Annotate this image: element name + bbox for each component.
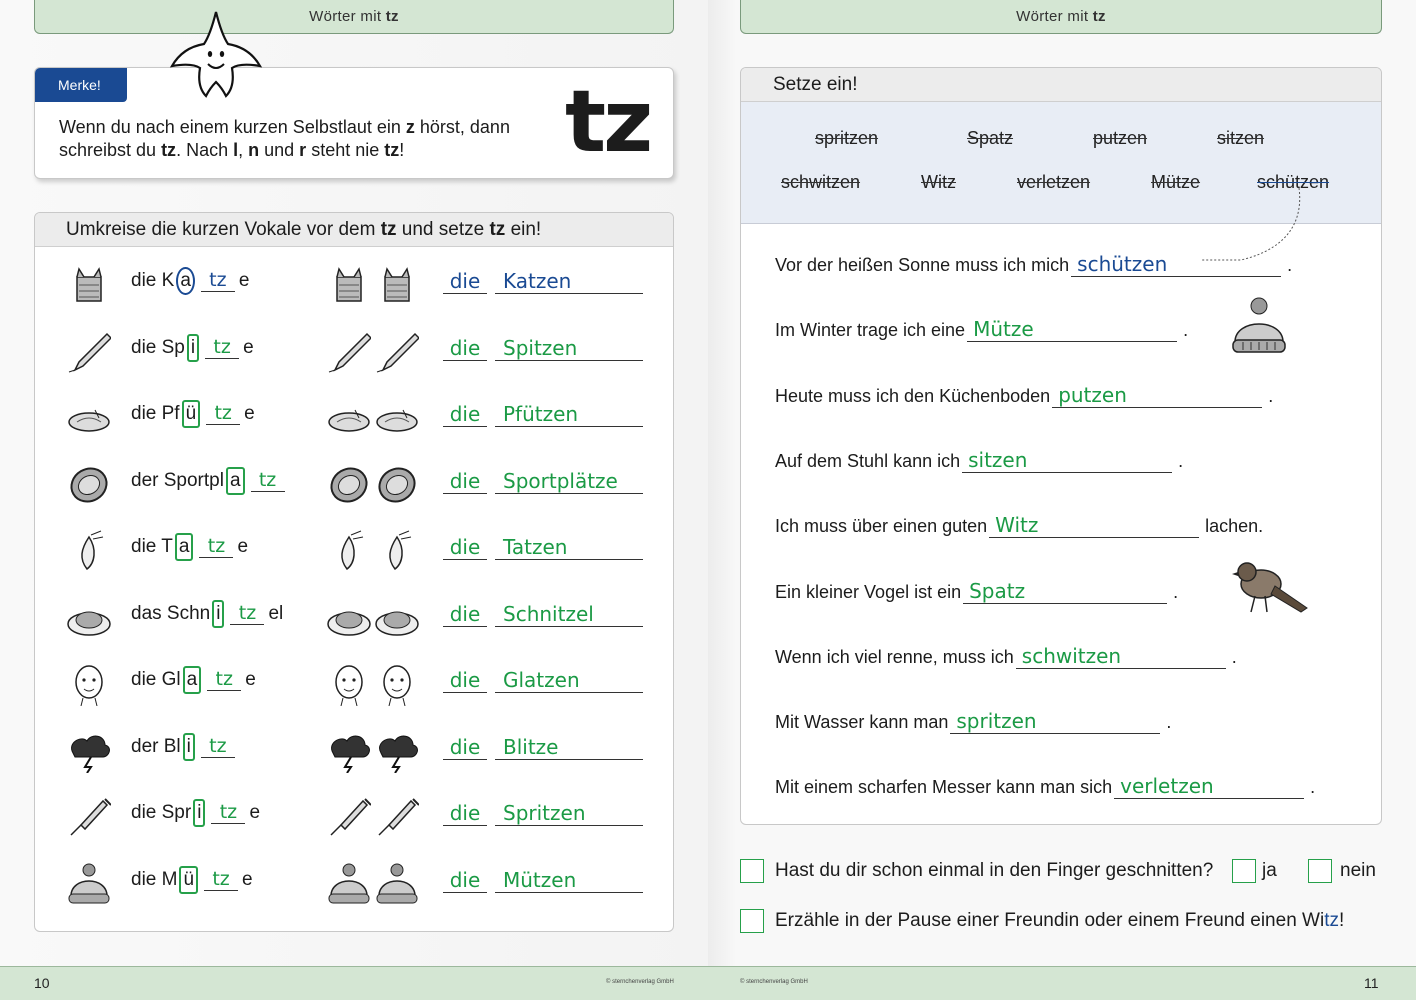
word-suffix: e: [245, 669, 256, 690]
merke-text-part: steht nie: [306, 140, 385, 160]
word-prefix: die Pf: [131, 403, 180, 424]
word-prefix: die K: [131, 270, 175, 291]
sentence-end: .: [1231, 646, 1237, 667]
word-prefix: die T: [131, 536, 173, 557]
sentence-text: Heute muss ich den Küchenboden: [775, 385, 1051, 406]
word-suffix: e: [249, 802, 261, 823]
word-suffix: el: [268, 602, 284, 624]
question2-highlight: tz: [1324, 910, 1339, 931]
pen-nib-icon: [375, 330, 419, 374]
chapter-title-bold: tz: [1092, 8, 1106, 25]
exercise-panel-left: [34, 212, 674, 932]
word-singular: [131, 533, 248, 561]
sentence-end: .: [1268, 385, 1274, 406]
merke-big-letters: tz: [565, 72, 651, 172]
word-bank-item: schwitzen: [781, 172, 861, 192]
merke-box: [34, 67, 674, 179]
plural-blank[interactable]: Glatzen: [495, 668, 643, 693]
merke-text-part: . Nach: [176, 140, 234, 160]
tz-blank[interactable]: tz: [206, 402, 240, 425]
chapter-title-bold: tz: [385, 8, 399, 25]
exercise-row: [35, 320, 674, 386]
chapter-header-right: [740, 0, 1382, 34]
merke-text-part: ,: [238, 140, 249, 160]
word-singular: [131, 267, 249, 295]
exercise-title: Setze ein!: [741, 68, 1381, 102]
plural-blank[interactable]: Schnitzel: [495, 602, 643, 627]
publisher-note: © sternchenverlag GmbH: [740, 979, 808, 985]
word-singular: [131, 400, 255, 428]
instruction-bold: tz: [489, 219, 506, 240]
word-suffix: e: [244, 403, 255, 424]
plural-blank[interactable]: Blitze: [495, 735, 643, 760]
question2-checkbox[interactable]: [740, 909, 764, 933]
paw-icon: [375, 529, 419, 573]
instruction-part: ein!: [505, 219, 542, 240]
tz-blank[interactable]: tz: [201, 269, 235, 292]
vowel-box[interactable]: a: [176, 267, 195, 295]
yes-checkbox[interactable]: [1232, 859, 1256, 883]
merke-text-part: und: [259, 140, 300, 160]
exercise-row: [35, 652, 674, 718]
vowel-box[interactable]: i: [183, 733, 195, 761]
schnitzel-icon: [67, 596, 111, 640]
exercise-row: [35, 386, 674, 452]
merke-text-part: !: [399, 140, 405, 160]
article-blank[interactable]: die: [443, 469, 487, 494]
no-label: nein: [1340, 860, 1376, 881]
tz-blank[interactable]: tz: [207, 668, 241, 691]
tz-blank[interactable]: tz: [205, 336, 239, 359]
answer-blank[interactable]: spritzen: [950, 709, 1160, 734]
sentence: [775, 709, 1171, 734]
word-suffix: e: [243, 336, 254, 358]
answer-blank[interactable]: schwitzen: [1016, 644, 1226, 669]
article-blank[interactable]: die: [443, 801, 487, 826]
lightning-cloud-icon: [327, 729, 371, 773]
plural-blank[interactable]: Katzen: [495, 269, 643, 294]
exercise-panel-right: [740, 67, 1382, 825]
exercise-row: [35, 852, 674, 918]
merke-text: [59, 116, 559, 162]
instruction-part: und setze: [396, 219, 490, 240]
cat-icon: [67, 263, 111, 307]
plural-blank[interactable]: Spitzen: [495, 336, 643, 361]
word-singular: [131, 799, 260, 827]
answer-blank[interactable]: putzen: [1052, 383, 1262, 408]
sentence-text: Ein kleiner Vogel ist ein: [775, 581, 962, 602]
word-bank-item: schützen: [1257, 172, 1330, 192]
word-suffix: e: [242, 868, 253, 890]
answer-blank[interactable]: Mütze: [967, 317, 1177, 342]
sentence: [775, 579, 1178, 604]
exercise-instruction: [35, 213, 673, 247]
publisher-note: © sternchenverlag GmbH: [606, 979, 674, 985]
plural-blank[interactable]: Pfützen: [495, 402, 643, 427]
answer-blank[interactable]: verletzen: [1114, 774, 1304, 799]
merke-text-bold: l: [233, 140, 239, 160]
word-suffix: e: [238, 270, 250, 291]
puddle-icon: [327, 396, 371, 440]
lightning-cloud-icon: [67, 729, 111, 773]
article-blank[interactable]: die: [443, 868, 487, 893]
word-bank-item: spritzen: [815, 128, 879, 148]
sentence-end: .: [1178, 450, 1184, 471]
word-singular: [131, 733, 239, 761]
word-prefix: die Sp: [131, 336, 185, 358]
sentence: [775, 644, 1237, 669]
schnitzel-icon: [327, 596, 371, 640]
merke-text-bold: tz: [161, 140, 177, 160]
stadium-icon: [67, 463, 111, 507]
yes-label: ja: [1262, 860, 1277, 881]
word-bank-item: verletzen: [1017, 172, 1091, 192]
merke-text-bold: z: [405, 117, 415, 137]
word-prefix: die Spr: [131, 802, 192, 823]
vowel-box[interactable]: i: [193, 799, 205, 827]
sentence-end: .: [1166, 712, 1172, 733]
sentence-text: Auf dem Stuhl kann ich: [775, 450, 961, 471]
tz-blank[interactable]: tz: [204, 868, 238, 891]
vowel-box[interactable]: ü: [179, 866, 198, 894]
plural-blank[interactable]: Mützen: [495, 868, 643, 893]
merke-text-part: hörst, dann schreibst du: [59, 117, 510, 160]
word-bank-item: Mütze: [1151, 172, 1201, 192]
beanie-icon: [375, 862, 419, 906]
chapter-title: Wörter mit: [1016, 8, 1093, 25]
sentence-text: Mit einem scharfen Messer kann man sich: [775, 777, 1113, 798]
page-number: 11: [1364, 975, 1379, 991]
question1-checkbox[interactable]: [740, 859, 764, 883]
word-singular: [131, 467, 289, 495]
exercise-row: [35, 719, 674, 785]
tz-blank[interactable]: tz: [199, 535, 233, 558]
no-checkbox[interactable]: [1308, 859, 1332, 883]
sentence: [775, 448, 1183, 473]
sentence: [775, 317, 1188, 342]
instruction-bold: tz: [380, 219, 397, 240]
instruction-part: Umkreise die kurzen Vokale vor dem: [66, 219, 381, 240]
puddle-icon: [375, 396, 419, 440]
chapter-title: Wörter mit: [309, 8, 386, 25]
vowel-box[interactable]: i: [187, 334, 199, 362]
cat-icon: [375, 263, 419, 307]
exercise-row: [35, 785, 674, 851]
puddle-icon: [67, 396, 111, 440]
word-prefix: der Sportpl: [131, 469, 224, 491]
merke-text-part: Wenn du nach einem kurzen Selbstlaut ein: [59, 117, 406, 137]
sentence-end: .: [1183, 320, 1189, 341]
word-prefix: das Schn: [131, 602, 211, 624]
article-blank[interactable]: die: [443, 336, 487, 361]
sentence: [775, 383, 1273, 408]
plural-blank[interactable]: Sportplätze: [495, 469, 643, 494]
sentence-text: Vor der heißen Sonne muss ich mich: [775, 255, 1070, 275]
merke-text-bold: tz: [384, 140, 400, 160]
vowel-box[interactable]: i: [212, 600, 224, 628]
answer-blank[interactable]: Witz: [989, 513, 1199, 538]
article-blank[interactable]: die: [443, 602, 487, 627]
word-prefix: die M: [131, 868, 178, 890]
sentence-end: .: [1173, 581, 1179, 602]
article-blank[interactable]: die: [443, 269, 487, 294]
beanie-icon: [327, 862, 371, 906]
sentence: [775, 513, 1263, 538]
question2-part: !: [1338, 910, 1345, 931]
word-singular: [131, 666, 256, 694]
tz-blank[interactable]: tz: [201, 735, 235, 758]
bald-head-icon: [67, 662, 111, 706]
syringe-icon: [67, 795, 111, 839]
word-suffix: e: [237, 536, 249, 557]
word-prefix: die Gl: [131, 669, 181, 690]
sentence-end: .: [1310, 777, 1316, 798]
bald-head-icon: [375, 662, 419, 706]
schnitzel-icon: [375, 596, 419, 640]
sparrow-picture-icon: [1231, 556, 1311, 622]
exercise-row: [35, 453, 674, 519]
stadium-icon: [375, 463, 419, 507]
stadium-icon: [327, 463, 371, 507]
chapter-header-left: [34, 0, 674, 34]
star-mascot-icon: [168, 8, 264, 100]
vowel-box[interactable]: a: [226, 467, 245, 495]
question2-text: [775, 910, 1344, 932]
exercise-row: [35, 253, 674, 319]
paw-icon: [67, 529, 111, 573]
word-bank-item: Spatz: [967, 128, 1014, 148]
word-bank-item: sitzen: [1217, 128, 1265, 148]
right-page: [708, 0, 1416, 1000]
sentence-end: lachen.: [1205, 516, 1264, 537]
sentence: [775, 252, 1292, 277]
word-singular: [131, 600, 283, 628]
plural-blank[interactable]: Spritzen: [495, 801, 643, 826]
word-bank-item: putzen: [1093, 128, 1148, 148]
answer-blank[interactable]: schützen: [1071, 252, 1281, 277]
tz-blank[interactable]: tz: [230, 602, 264, 625]
vowel-box[interactable]: a: [175, 533, 194, 561]
vowel-box[interactable]: a: [183, 666, 202, 694]
merke-badge: Merke!: [35, 68, 127, 102]
article-blank[interactable]: die: [443, 402, 487, 427]
exercise-row: [35, 519, 674, 585]
pen-nib-icon: [327, 330, 371, 374]
syringe-icon: [327, 795, 371, 839]
cat-icon: [327, 263, 371, 307]
answer-blank[interactable]: sitzen: [962, 448, 1172, 473]
tz-blank[interactable]: tz: [251, 469, 285, 492]
sentence-end: .: [1287, 255, 1293, 275]
footer-right: [708, 966, 1416, 1000]
footer-left: [0, 966, 708, 1000]
article-blank[interactable]: die: [443, 535, 487, 560]
exercise-row: [35, 586, 674, 652]
article-blank[interactable]: die: [443, 668, 487, 693]
paw-icon: [327, 529, 371, 573]
sentence: [775, 774, 1315, 799]
word-singular: [131, 334, 254, 362]
merke-text-bold: n: [248, 140, 260, 160]
sentence-text: Im Winter trage ich eine: [775, 320, 966, 341]
merke-text-bold: r: [299, 140, 307, 160]
article-blank[interactable]: die: [443, 735, 487, 760]
bald-head-icon: [327, 662, 371, 706]
sentence-text: Mit Wasser kann man: [775, 712, 949, 733]
word-bank-item: Witz: [921, 172, 956, 192]
page-number: 10: [34, 975, 50, 991]
lightning-cloud-icon: [375, 729, 419, 773]
answer-blank[interactable]: Spatz: [963, 579, 1167, 604]
pen-nib-icon: [67, 330, 111, 374]
tz-blank[interactable]: tz: [211, 801, 245, 824]
question2-part: Erzähle in der Pause einer Freundin oder einem Freund einen Wi: [775, 910, 1325, 931]
beanie-picture-icon: [1229, 296, 1289, 358]
syringe-icon: [375, 795, 419, 839]
plural-blank[interactable]: Tatzen: [495, 535, 643, 560]
sentence-text: Ich muss über einen guten: [775, 516, 988, 537]
sentence-text: Wenn ich viel renne, muss ich: [775, 646, 1014, 667]
question1-text: Hast du dir schon einmal in den Finger geschnitten?: [775, 860, 1214, 881]
vowel-box[interactable]: ü: [182, 400, 201, 428]
word-prefix: der Bl: [131, 735, 181, 757]
word-singular: [131, 866, 253, 894]
beanie-icon: [67, 862, 111, 906]
